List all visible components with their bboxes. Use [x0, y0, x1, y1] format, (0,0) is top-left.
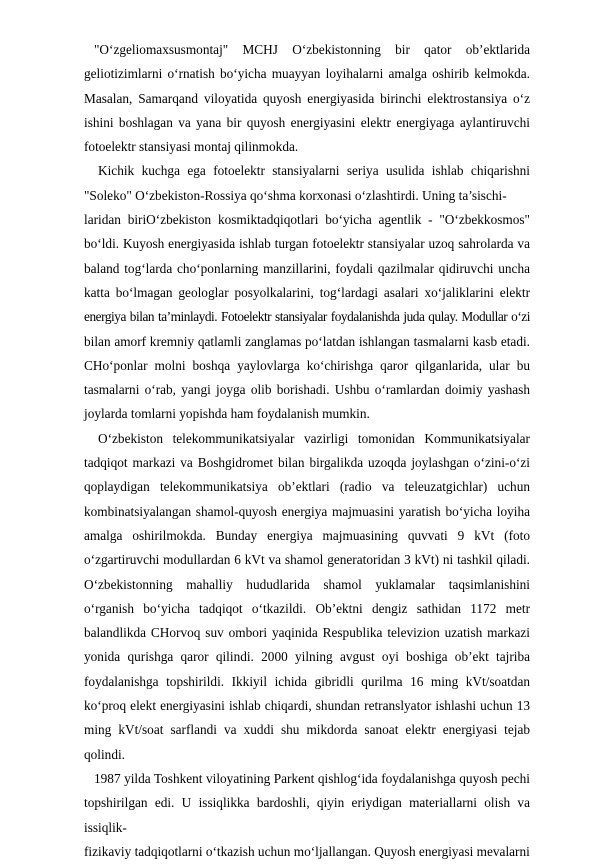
text-line: joylarda tomlarni yopishda ham foydalanish mumkin. [84, 406, 370, 422]
text-line: kombinatsiyalangan shamol-quyosh energiya majmuasini yaratish bo‘yicha loyiha [84, 503, 530, 519]
text-line: laridan biriO‘zbekiston kosmiktadqiqotlari bo‘yicha agentlik - "O‘zbekkosmos" [84, 212, 530, 228]
paragraph-telecommunications [84, 427, 530, 767]
text-line: CHo‘ponlar molni boshqa yaylovlarga ko‘chirishga qaror qilganlarida, ular bu [84, 357, 530, 373]
text-line: qoplaydigan telekommunikatsiya ob’ektlari (radio va teleuzatgichlar) uchun [84, 479, 530, 495]
text-line: bo‘ldi. Kuyosh energiyasida ishlab turgan fotoelektr stansiyalar uzoq sahrolarda va [84, 236, 530, 252]
text-line: o‘zgartiruvchi modullardan 6 kVt va shamol generatoridan 3 kVt) ni tashkil qiladi. [84, 552, 530, 568]
text-line: energiyasini ishlab chiqardi, shundan retranslyator ishlashi uchun 13 ming kVt/soat [84, 698, 531, 738]
text-line: ishini boshlagan va yana bir quyosh energiyasini elektr energiyaga aylantiruvchi [84, 114, 530, 130]
text-line: tadqiqot markazi va Boshgidromet bilan birgalikda uzoqda joylashgan o‘zini-o‘zi [84, 455, 530, 471]
text-line: amalga oshirilmokda. Bunday energiya majmuasining quvvati 9 kVt (foto [84, 527, 530, 543]
text-line: Kichik kuchga ega fotoelektr stansiyalarni seriya usulida ishlab chiqarishni [98, 163, 530, 179]
text-line: baland tog‘larda cho‘ponlarning manzillarini, foydali qazilmalar qidiruvchi uncha [84, 260, 530, 276]
text-line: bilan amorf kremniy qatlamli zanglamas po‘latdan ishlangan tasmalarni kasb etadi. [84, 333, 530, 349]
text-line: sarflandi va xuddi shu mikdorda sanoat elektr energiyasi tejab qolindi. [84, 722, 531, 762]
text-line: qurishga qaror qilindi. 2000 yilning avgust oyi boshiga ob’ekt tajriba foydalanishga [84, 649, 530, 689]
text-line: 1987 yilda Toshkent viloyatining Parkent qishlog‘ida foydalanishga quyosh pechi [94, 770, 530, 786]
text-line: "Soleko" O‘zbekiston-Rossiya qo‘shma korxonasi o‘zlashtirdi. Uning ta’sischi- [84, 187, 507, 203]
text-line: O‘zbekistonning mahalliy hududlarida shamol yuklamalar taqsimlanishini o‘rganish [84, 576, 530, 616]
paragraph-uzgeliomaxsusmontaj [84, 38, 530, 159]
text-line: fotoelektr stansiyasi montaj qilinmokda. [84, 139, 299, 155]
text-line: O‘zbekiston telekommunikatsiyalar vazirligi tomonidan Kommunikatsiyalar [98, 430, 530, 446]
document-page [84, 38, 530, 864]
text-line: CHorvoq suv ombori yaqinida Respublika televizion uzatish markazi yonida [84, 625, 531, 665]
text-line: Masalan, Samarqand viloyatida quyosh energiyasida birinchi elektrostansiya o‘z [84, 90, 530, 106]
text-line: topshirildi. Ikkiyil ichida gibridli qurilma 16 ming kVt/soatdan ko‘proq elekt [84, 673, 530, 714]
paragraph-soleko [84, 159, 530, 426]
text-line: bo‘yicha tadqiqot o‘tkazildi. Ob’ektni dengiz sathidan 1172 metr balandlikda [84, 600, 531, 641]
text-line: energiya bilan ta’minlaydi. Fotoelektr stansiyalar foydalanishda juda qulay. Modullar o‘zi [84, 309, 530, 325]
text-line: "O‘zgeliomaxsusmontaj" MCHJ O‘zbekistonning bir qator ob’ektlarida [94, 42, 530, 57]
text-line: fizikaviy tadqiqotlarni o‘tkazish uchun mo‘ljallangan. Quyosh energiyasi mevalarni [84, 843, 530, 859]
text-line: topshirilgan edi. U issiqlikka bardoshli, qiyin eriydigan materiallarni olish va issiqlik- [84, 795, 530, 835]
paragraph-parkent-solar-furnace [84, 767, 530, 864]
text-line: tasmalarni o‘rab, yangi joyga olib borishadi. Ushbu o‘ramlardan doimiy yashash [84, 382, 530, 398]
text-line: geliotizimlarni o‘rnatish bo‘yicha muayyan loyihalarni amalga oshirib kelmokda. [84, 66, 530, 82]
text-line: katta bo‘lmagan geologlar posyolkalarini, tog‘lardagi asalari xo‘jaliklarini elektr [84, 284, 530, 300]
